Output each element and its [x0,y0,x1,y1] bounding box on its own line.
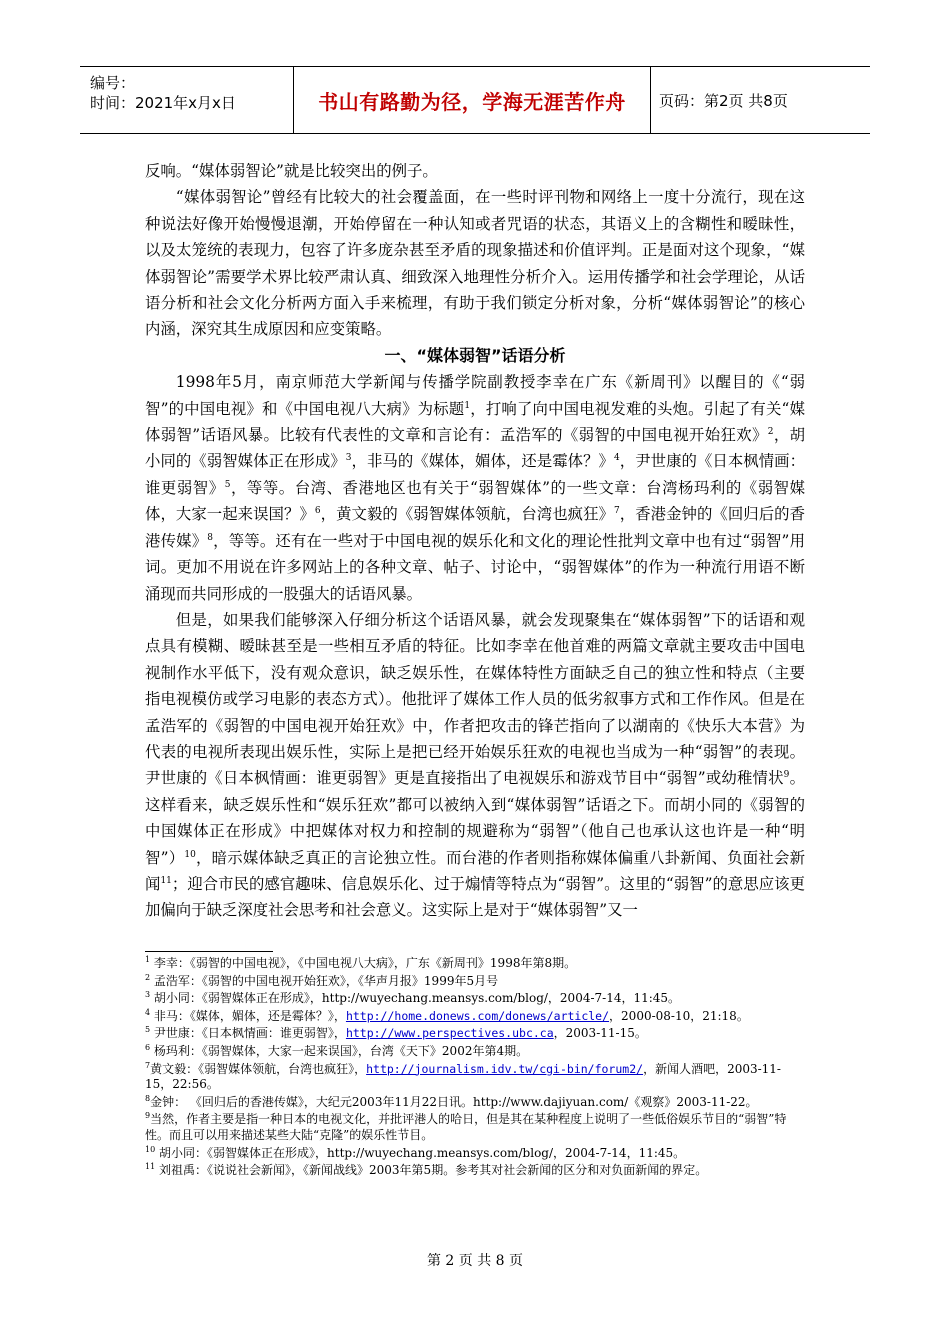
main-body [145,158,805,924]
footnote-number: 10 [145,1144,156,1154]
footnote-ref[interactable]: 9 [783,770,790,781]
footnote-item [145,1044,805,1060]
footnote-ref[interactable]: 5 [224,479,231,490]
footnote-text: 刘祖禹：《说说社会新闻》，《新闻战线》2003年第5期。参考其对社会新闻的区分和对负面新闻的界定。 [159,1163,708,1178]
text-run: ；迎合市民的感官趣味、信息娱乐化、过于煽情等特点为“弱智”。这里的“弱智”的意思应该更加偏向于缺乏深度社会思考和社会意义。这实际上是对于“媒体弱智”又一 [145,874,805,920]
footnote-ref[interactable]: 3 [345,453,352,464]
text-run: ，打响了向中国电视发难的头炮。引起了有关“媒体弱智”话语风暴。比较有代表性的文章和言论有：孟浩军的《弱智的中国电视开始狂欢》 [145,399,805,445]
footnote-item [145,1009,805,1025]
paragraph [145,607,805,924]
footnote-item [145,1163,805,1179]
footnote-number: 2 [145,972,151,982]
footnote-text: 当然，作者主要是指一种日本的电视文化，并批评港人的哈日，但是其在某种程度上说明了一些低俗娱乐节目的“弱智”特性。而且可以用来描述某些大陆“克隆”的娱乐性节目。 [145,1112,787,1142]
footnote-divider [145,951,273,952]
footnote-text: 李幸：《弱智的中国电视》，《中国电视八大病》，广东《新周刊》1998年第8期。 [153,956,577,970]
footnote-ref[interactable]: 8 [207,532,213,543]
text-run: ，等等。还有在一些对于中国电视的娱乐化和文化的理论性批判文章中也有过“弱智”用词。更加不用说在许多网站上的各种文章、帖子、讨论中，“弱智媒体”的作为一种流行用语不断涌现而共同形成的一股强大的话语风暴。 [145,531,805,603]
page-header [80,66,870,134]
header-meta [80,67,294,133]
footnote-ref[interactable]: 7 [613,506,620,517]
footnote-item [145,1112,805,1143]
footnote-item [145,974,805,990]
footnote-number: 4 [145,1007,151,1017]
text-run: ，香港金钟的《回归后的香港传媒》 [145,505,805,550]
footnote-text: ，2003-11-15。 [553,1026,647,1041]
paragraph [145,369,805,607]
text-run: 1998年5月，南京师范大学新闻与传播学院副教授李幸在广东《新周刊》以醒目的《“弱智”的中国电视》和《中国电视八大病》为标题 [145,373,805,418]
footnote-link[interactable]: http://www.perspectives.ubc.ca [345,1026,554,1041]
page-footer: 第 2 页 共 8 页 [426,1253,524,1269]
footnotes [145,956,805,1181]
text-run: 但是，如果我们能够深入仔细分析这个话语风暴，就会发现聚集在“媒体弱智”下的话语和观点具有模糊、暧昧甚至是一些相互矛盾的特征。比如李幸在他首难的两篇文章就主要攻击中国电视制作水平低下，没有观众意识，缺乏娱乐性，在媒体特性方面缺乏自己的独立性和特点（主要指电视模仿或学习电影的表态方式）。他批评了媒体工作人员的低劣叙事方式和工作作风。但是在孟浩军的《弱智的中国电视开始狂欢》中，作者把攻击的锋芒指向了以湖南的《快乐大本营》为代表的电视所表现出娱乐性，实际上是把已经开始娱乐狂欢的电视也当成为一种“弱智”的表现。尹世康的《日本枫情画：谁更弱智》更是直接指出了电视娱乐和游戏节目中“弱智”或幼稚情状 [145,610,805,788]
footnote-item [145,1026,805,1042]
text-run: ，暗示媒体缺乏真正的言论独立性。而台港的作者则指称媒体偏重八卦新闻、负面社会新闻 [145,848,805,893]
footnote-number: 7 [145,1060,151,1070]
footnote-number: 6 [145,1042,151,1052]
footnote-text: 金钟： 《回归后的香港传媒》，大纪元2003年11月22日讯。http://www.dajiyuan.com/《观察》2003-11-22。 [150,1094,758,1109]
footnote-number: 5 [145,1025,151,1035]
text-run: 。这样看来，缺乏娱乐性和“娱乐狂欢”都可以被纳入到“媒体弱智”话语之下。而胡小同的《弱智的中国媒体正在形成》中把媒体对权力和控制的规避称为“弱智”（他自己也承认这也许是一种“明智”） [145,769,805,867]
footnote-item [145,991,805,1007]
header-page-info: 页码：第2页 共8页 [659,91,788,110]
footnote-ref[interactable]: 11 [160,875,172,886]
footnote-number: 11 [145,1162,156,1172]
footnote-ref[interactable]: 2 [767,426,774,437]
footnote-text: 孟浩军：《弱智的中国电视开始狂欢》，《华声月报》1999年5月号 [153,973,499,988]
footnote-item [145,1062,805,1093]
footnote-item [145,1095,805,1111]
footnote-ref[interactable]: 10 [184,849,196,860]
text-run: ，胡小同的《弱智媒体正在形成》 [145,426,805,471]
footnote-link[interactable]: http://home.donews.com/donews/article/ [345,1008,610,1023]
footnote-item [145,956,805,972]
footnote-text: ，2000-08-10，21:18。 [609,1008,749,1023]
section-heading: 一、“媒体弱智”话语分析 [384,345,566,365]
text-run: ，非马的《媒体，媚体，还是霉体？》 [351,452,614,471]
footnote-text: 胡小同：《弱智媒体正在形成》，http://wuyechang.meansys.com/blog/，2004-7-14，11:45。 [153,991,681,1006]
footnote-ref[interactable]: 6 [314,506,321,517]
footnote-text: 非马：《媒体，媚体，还是霉体？》， [153,1008,346,1023]
footnote-ref[interactable]: 1 [464,400,471,411]
header-motto: 书山有路勤为径，学海无涯苦作舟 [294,67,651,133]
paragraph: “媒体弱智论”曾经有比较大的社会覆盖面，在一些时评刊物和网络上一度十分流行，现在这种说法好像开始慢慢退潮，开始停留在一种认知或者咒语的状态，其语义上的含糊性和暧昧性，以及太笼统的表现力，包容了许多庞杂甚至矛盾的现象描述和价值评判。正是面对这个现象，“媒体弱智论”需要学术界比较严肃认真、细致深入地理性分析介入。运用传播学和社会学理论，从话语分析和社会文化分析两方面入手来梳理，有助于我们锁定分析对象，分析“媒体弱智论”的核心内涵，深究其生成原因和应变策略。 [145,188,805,339]
footnote-number: 9 [145,1111,151,1121]
footnote-item [145,1146,805,1162]
header-time: 时间：2021年x月x日 [90,94,236,112]
header-serial: 编号： [90,74,136,92]
footnote-ref[interactable]: 4 [613,453,620,464]
text-run: ，尹世康的《日本枫情画：谁更弱智》 [145,452,805,497]
footnote-number: 1 [145,955,151,964]
footnote-number: 8 [145,1093,151,1103]
footnote-text: 黄文毅：《弱智媒体领航，台湾也疯狂》， [150,1061,367,1076]
footnote-number: 3 [145,990,151,1000]
footnote-text: 胡小同：《弱智媒体正在形成》，http://wuyechang.meansys.com/blog/，2004-7-14，11:45。 [159,1145,686,1160]
footnote-text: 杨玛利：《弱智媒体，大家一起来误国》，台湾《天下》2002年第4期。 [153,1043,529,1058]
footnote-link[interactable]: http://journalism.idv.tw/cgi-bin/forum2/ [366,1061,644,1076]
paragraph: 反响。“媒体弱智论”就是比较突出的例子。 [145,162,438,180]
text-run: ，黄文毅的《弱智媒体领航，台湾也疯狂》 [320,505,614,524]
text-run: ，等等。台湾、香港地区也有关于“弱智媒体”的一些文章：台湾杨玛利的《弱智媒体，大家一起来误国？》 [145,478,805,524]
footnote-text: 尹世康：《日本枫情画：谁更弱智》， [153,1026,346,1041]
footnote-text: ，新闻人酒吧，2003-11-15，22:56。 [145,1061,781,1092]
